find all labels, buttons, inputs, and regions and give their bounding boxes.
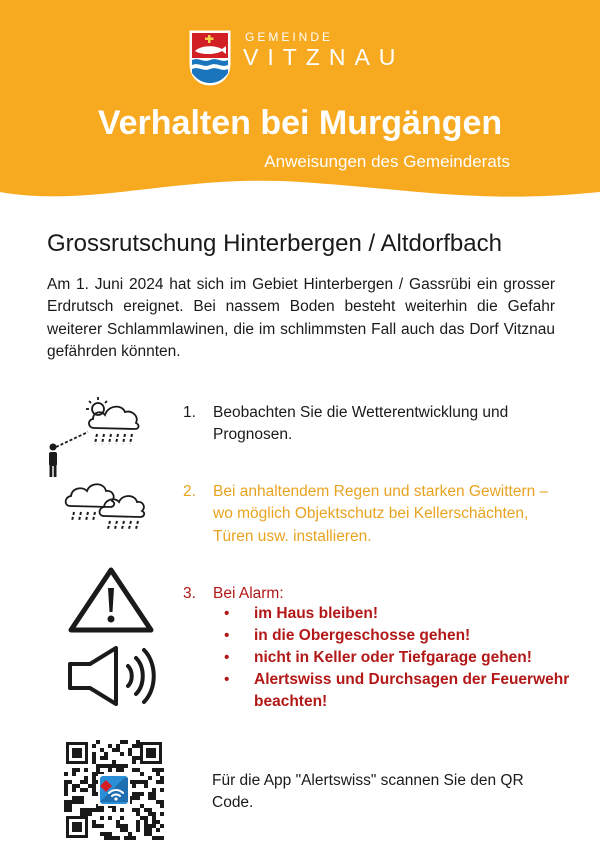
qr-module — [144, 816, 148, 820]
instruction-text: Bei anhaltendem Regen und starken Gewittern – wo möglich Objektschutz bei Kellerschächten, Türen usw. installieren. — [213, 483, 549, 545]
qr-module — [68, 804, 72, 808]
qr-module — [120, 828, 124, 832]
qr-module — [120, 764, 124, 768]
qr-module — [72, 784, 76, 788]
person-watching-weather-icon — [42, 392, 147, 482]
qr-code-icon[interactable] — [64, 740, 164, 840]
qr-module — [140, 780, 144, 784]
qr-module — [92, 808, 96, 812]
loudspeaker-icon — [66, 644, 162, 708]
qr-module — [156, 800, 160, 804]
qr-module — [116, 764, 120, 768]
qr-module — [144, 808, 148, 812]
alarm-action-item: • in die Obergeschosse gehen! — [222, 625, 600, 647]
instruction-number: 3. — [183, 585, 196, 602]
qr-module — [148, 824, 152, 828]
alarm-action-item: • im Haus bleiben! — [222, 603, 600, 625]
qr-module — [112, 808, 116, 812]
qr-module — [124, 824, 128, 828]
qr-module — [160, 780, 164, 784]
qr-module — [132, 756, 136, 760]
qr-module — [136, 796, 140, 800]
qr-module — [128, 752, 132, 756]
qr-module — [84, 768, 88, 772]
qr-module — [160, 800, 164, 804]
qr-module — [132, 796, 136, 800]
qr-module — [92, 776, 96, 780]
vitznau-coat-of-arms-icon — [189, 30, 231, 86]
qr-module — [100, 764, 104, 768]
qr-module — [76, 768, 80, 772]
qr-module — [92, 760, 96, 764]
qr-module — [160, 824, 164, 828]
qr-module — [72, 772, 76, 776]
qr-module — [152, 792, 156, 796]
qr-module — [80, 812, 84, 816]
alarm-action-item: • Alertswiss und Durchsagen der Feuerwehr beachten! — [222, 669, 600, 713]
qr-module — [80, 796, 84, 800]
qr-module — [80, 808, 84, 812]
qr-module — [120, 816, 124, 820]
qr-module — [92, 820, 96, 824]
qr-module — [144, 828, 148, 832]
qr-module — [116, 744, 120, 748]
qr-module — [112, 764, 116, 768]
qr-module — [104, 756, 108, 760]
municipality-prefix: GEMEINDE — [245, 30, 334, 44]
qr-module — [132, 836, 136, 840]
qr-module — [84, 812, 88, 816]
qr-module — [156, 828, 160, 832]
qr-module — [96, 808, 100, 812]
qr-module — [160, 776, 164, 780]
instruction-text: Bei Alarm: — [213, 585, 284, 602]
page-title: Verhalten bei Murgängen — [97, 104, 503, 142]
qr-module — [136, 792, 140, 796]
qr-module — [92, 792, 96, 796]
qr-module — [104, 836, 108, 840]
qr-module — [92, 756, 96, 760]
qr-module — [64, 780, 68, 784]
qr-module — [64, 804, 68, 808]
qr-module — [144, 784, 148, 788]
qr-module — [132, 744, 136, 748]
qr-module — [88, 808, 92, 812]
qr-module — [148, 808, 152, 812]
qr-module — [92, 752, 96, 756]
qr-module — [152, 836, 156, 840]
alarm-action-item: • nicht in Keller oder Tiefgarage gehen! — [222, 647, 600, 669]
qr-module — [68, 808, 72, 812]
qr-module — [88, 812, 92, 816]
qr-module — [100, 832, 104, 836]
qr-module — [92, 784, 96, 788]
qr-module — [152, 788, 156, 792]
qr-module — [100, 808, 104, 812]
qr-module — [160, 812, 164, 816]
page-subtitle: Anweisungen des Gemeinderats — [264, 152, 510, 171]
qr-module — [152, 824, 156, 828]
qr-module — [96, 764, 100, 768]
header-banner — [0, 0, 600, 215]
qr-module — [160, 768, 164, 772]
qr-module — [72, 788, 76, 792]
qr-module — [68, 800, 72, 804]
qr-module — [104, 832, 108, 836]
qr-module — [128, 748, 132, 752]
qr-module — [108, 764, 112, 768]
qr-module — [100, 756, 104, 760]
instruction-text: Beobachten Sie die Wetterentwicklung und Prognosen. — [213, 404, 509, 444]
qr-module — [80, 800, 84, 804]
qr-module — [148, 776, 152, 780]
qr-module — [116, 824, 120, 828]
qr-module — [132, 792, 136, 796]
qr-module — [136, 812, 140, 816]
qr-module — [136, 756, 140, 760]
qr-module — [100, 824, 104, 828]
alarm-action-list — [222, 603, 600, 713]
qr-module — [92, 744, 96, 748]
qr-module — [128, 836, 132, 840]
qr-module — [136, 740, 140, 744]
qr-module — [144, 824, 148, 828]
qr-module — [92, 824, 96, 828]
qr-module — [152, 812, 156, 816]
qr-module — [140, 816, 144, 820]
qr-module — [116, 768, 120, 772]
qr-module — [124, 764, 128, 768]
qr-module — [96, 824, 100, 828]
qr-module — [156, 768, 160, 772]
qr-module — [116, 836, 120, 840]
qr-module — [72, 768, 76, 772]
qr-module — [76, 800, 80, 804]
qr-module — [148, 796, 152, 800]
qr-module — [76, 784, 80, 788]
qr-module — [136, 824, 140, 828]
qr-module — [136, 828, 140, 832]
qr-module — [92, 780, 96, 784]
qr-module — [140, 804, 144, 808]
qr-module — [132, 780, 136, 784]
qr-module — [136, 808, 140, 812]
qr-module — [124, 828, 128, 832]
qr-module — [116, 748, 120, 752]
qr-module — [92, 772, 96, 776]
qr-module — [64, 800, 68, 804]
qr-module — [84, 788, 88, 792]
intro-paragraph: Am 1. Juni 2024 hat sich im Gebiet Hinterbergen / Gassrübi ein grosser Erdrutsch ereignet. Bei nassem Boden besteht weiterhin die Gefahr weiterer Schlammlawinen, die im schlimmsten Fall auch das Dorf Vitznau gefährden könnten. — [47, 276, 555, 361]
qr-module — [108, 744, 112, 748]
qr-module — [104, 752, 108, 756]
qr-module — [80, 788, 84, 792]
warning-triangle-icon — [67, 566, 155, 634]
qr-module — [64, 772, 68, 776]
qr-module — [148, 832, 152, 836]
qr-module — [140, 772, 144, 776]
qr-module — [144, 832, 148, 836]
municipality-name: VITZNAU — [243, 44, 405, 70]
qr-module — [156, 836, 160, 840]
qr-module — [112, 748, 116, 752]
qr-module — [108, 768, 112, 772]
qr-module — [64, 788, 68, 792]
qr-module — [108, 832, 112, 836]
qr-module — [124, 740, 128, 744]
qr-module — [152, 796, 156, 800]
qr-module — [64, 808, 68, 812]
qr-module — [104, 764, 108, 768]
instruction-number: 2. — [183, 483, 196, 500]
qr-module — [120, 740, 124, 744]
qr-module — [136, 780, 140, 784]
section-title: Grossrutschung Hinterbergen / Altdorfbach — [47, 230, 502, 257]
qr-module — [84, 808, 88, 812]
rain-clouds-icon — [62, 478, 147, 530]
qr-module — [140, 792, 144, 796]
qr-module — [88, 784, 92, 788]
qr-module — [144, 820, 148, 824]
qr-module — [72, 800, 76, 804]
qr-module — [152, 768, 156, 772]
qr-module — [64, 792, 68, 796]
qr-module — [136, 820, 140, 824]
qr-module — [120, 768, 124, 772]
qr-module — [96, 740, 100, 744]
qr-module — [112, 760, 116, 764]
qr-module — [160, 788, 164, 792]
qr-module — [120, 824, 124, 828]
qr-module — [136, 744, 140, 748]
qr-module — [120, 752, 124, 756]
qr-module — [108, 816, 112, 820]
qr-module — [156, 772, 160, 776]
qr-module — [152, 816, 156, 820]
qr-module — [84, 776, 88, 780]
qr-module — [148, 812, 152, 816]
qr-module — [120, 808, 124, 812]
qr-module — [160, 804, 164, 808]
qr-module — [84, 780, 88, 784]
qr-module — [132, 808, 136, 812]
qr-instruction-text: Für die App "Alertswiss" scannen Sie den QR Code. — [212, 772, 524, 812]
instruction-number: 1. — [183, 404, 196, 421]
qr-module — [152, 820, 156, 824]
qr-module — [64, 784, 68, 788]
qr-module — [160, 836, 164, 840]
qr-module — [80, 780, 84, 784]
qr-module — [100, 816, 104, 820]
qr-module — [148, 828, 152, 832]
qr-module — [136, 768, 140, 772]
qr-module — [132, 784, 136, 788]
qr-module — [96, 768, 100, 772]
qr-module — [156, 820, 160, 824]
qr-module — [124, 836, 128, 840]
qr-module — [128, 832, 132, 836]
qr-module — [112, 836, 116, 840]
qr-module — [116, 820, 120, 824]
qr-module — [68, 780, 72, 784]
qr-module — [76, 796, 80, 800]
qr-module — [92, 788, 96, 792]
qr-module — [132, 768, 136, 772]
qr-module — [144, 780, 148, 784]
qr-module — [156, 780, 160, 784]
qr-module — [108, 836, 112, 840]
qr-module — [148, 792, 152, 796]
qr-module — [100, 748, 104, 752]
qr-module — [132, 760, 136, 764]
qr-module — [72, 796, 76, 800]
